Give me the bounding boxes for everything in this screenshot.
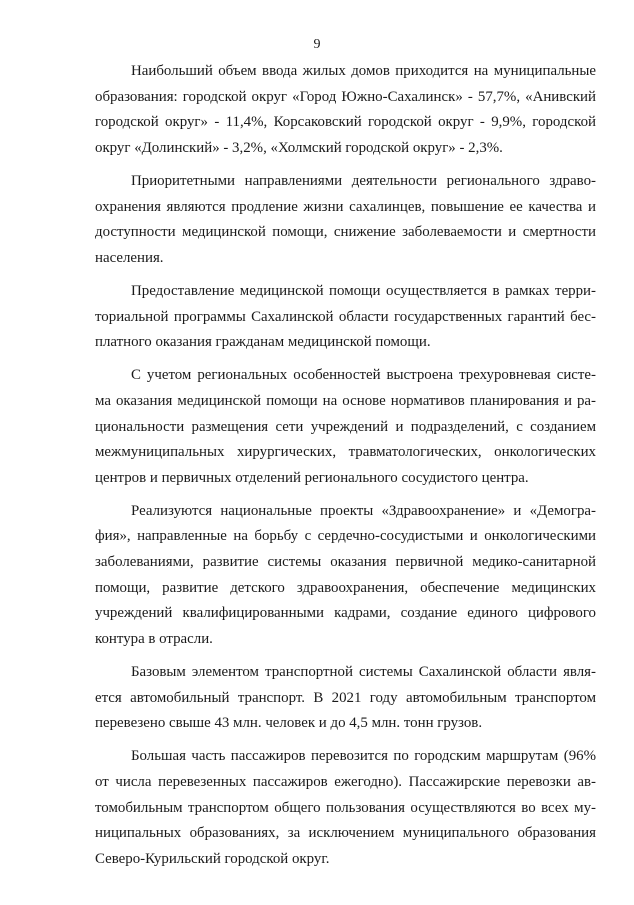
paragraph-line: округ «Долинский» - 3,2%, «Холмский городской округ» - 2,3%.	[95, 139, 503, 156]
paragraph-line: Большая часть пассажиров перевозится по городским маршрутам (96%	[131, 748, 596, 765]
paragraph-line: ется автомобильный транспорт. В 2021 году автомобильным транспортом	[95, 689, 596, 706]
document-body	[95, 59, 596, 872]
paragraph-line: Реализуются национальные проекты «Здравоохранение» и «Демогра-	[131, 502, 596, 519]
paragraph-line: доступности медицинской помощи, снижение заболеваемости и смертности	[95, 224, 596, 241]
paragraph-line: платного оказания гражданам медицинской помощи.	[95, 334, 431, 351]
paragraph-line: перевезено свыше 43 млн. человек и до 4,5 млн. тонн грузов.	[95, 715, 483, 732]
paragraph-line: ма оказания медицинской помощи на основе нормативов планирования и ра-	[95, 392, 596, 409]
paragraph-line: С учетом региональных особенностей выстроена трехуровневая систе-	[131, 367, 596, 384]
page-number: 9	[313, 37, 321, 52]
paragraph-line: Приоритетными направлениями деятельности регионального здраво-	[131, 172, 596, 189]
paragraph	[95, 169, 596, 271]
paragraph-line: контура в отрасли.	[95, 630, 213, 647]
paragraph-line: фия», направленные на борьбу с сердечно-сосудистыми и онкологическими	[95, 528, 596, 545]
paragraph	[95, 279, 596, 356]
paragraph-line: охранения являются продление жизни сахалинцев, повышение ее качества и	[95, 198, 596, 215]
paragraph-line: Наибольший объем ввода жилых домов приходится на муниципальные	[131, 63, 596, 79]
paragraph-line: городской округ» - 11,4%, Корсаковский городской округ - 9,9%, городской	[95, 114, 596, 131]
paragraph-line: томобильным транспортом общего пользования осуществляются во всех му-	[95, 799, 596, 816]
paragraph-line: помощи, развитие детского здравоохранения, обеспечение медицинских	[95, 579, 596, 596]
paragraph	[95, 499, 596, 653]
paragraph	[95, 744, 596, 872]
paragraph-line: Северо-Курильский городской округ.	[95, 850, 330, 867]
paragraph-line: центров и первичных отделений регионального сосудистого центра.	[95, 469, 529, 486]
paragraph-line: Предоставление медицинской помощи осуществляется в рамках терри-	[131, 282, 596, 299]
paragraph	[95, 660, 596, 737]
paragraph-line: заболеваниями, развитие системы оказания первичной медико-санитарной	[95, 554, 596, 571]
paragraph-line: Базовым элементом транспортной системы Сахалинской области явля-	[131, 664, 596, 681]
paragraph-line: межмуниципальных хирургических, травматологических, онкологических	[95, 444, 596, 461]
paragraph-line: учреждений квалифицированными кадрами, создание единого цифрового	[95, 605, 596, 622]
paragraph-line: образования: городской округ «Город Южно-Сахалинск» - 57,7%, «Анивский	[95, 88, 596, 105]
paragraph-line: циональности размещения сети учреждений и подразделений, с созданием	[95, 418, 596, 435]
paragraph	[95, 59, 596, 161]
paragraph-line: населения.	[95, 249, 164, 266]
paragraph	[95, 363, 596, 491]
paragraph-line: ниципальных образованиях, за исключением муниципального образования	[95, 825, 596, 842]
paragraph-line: от числа перевезенных пассажиров ежегодно). Пассажирские перевозки ав-	[95, 774, 596, 790]
paragraph-line: ториальной программы Сахалинской области государственных гарантий бес-	[95, 308, 596, 325]
